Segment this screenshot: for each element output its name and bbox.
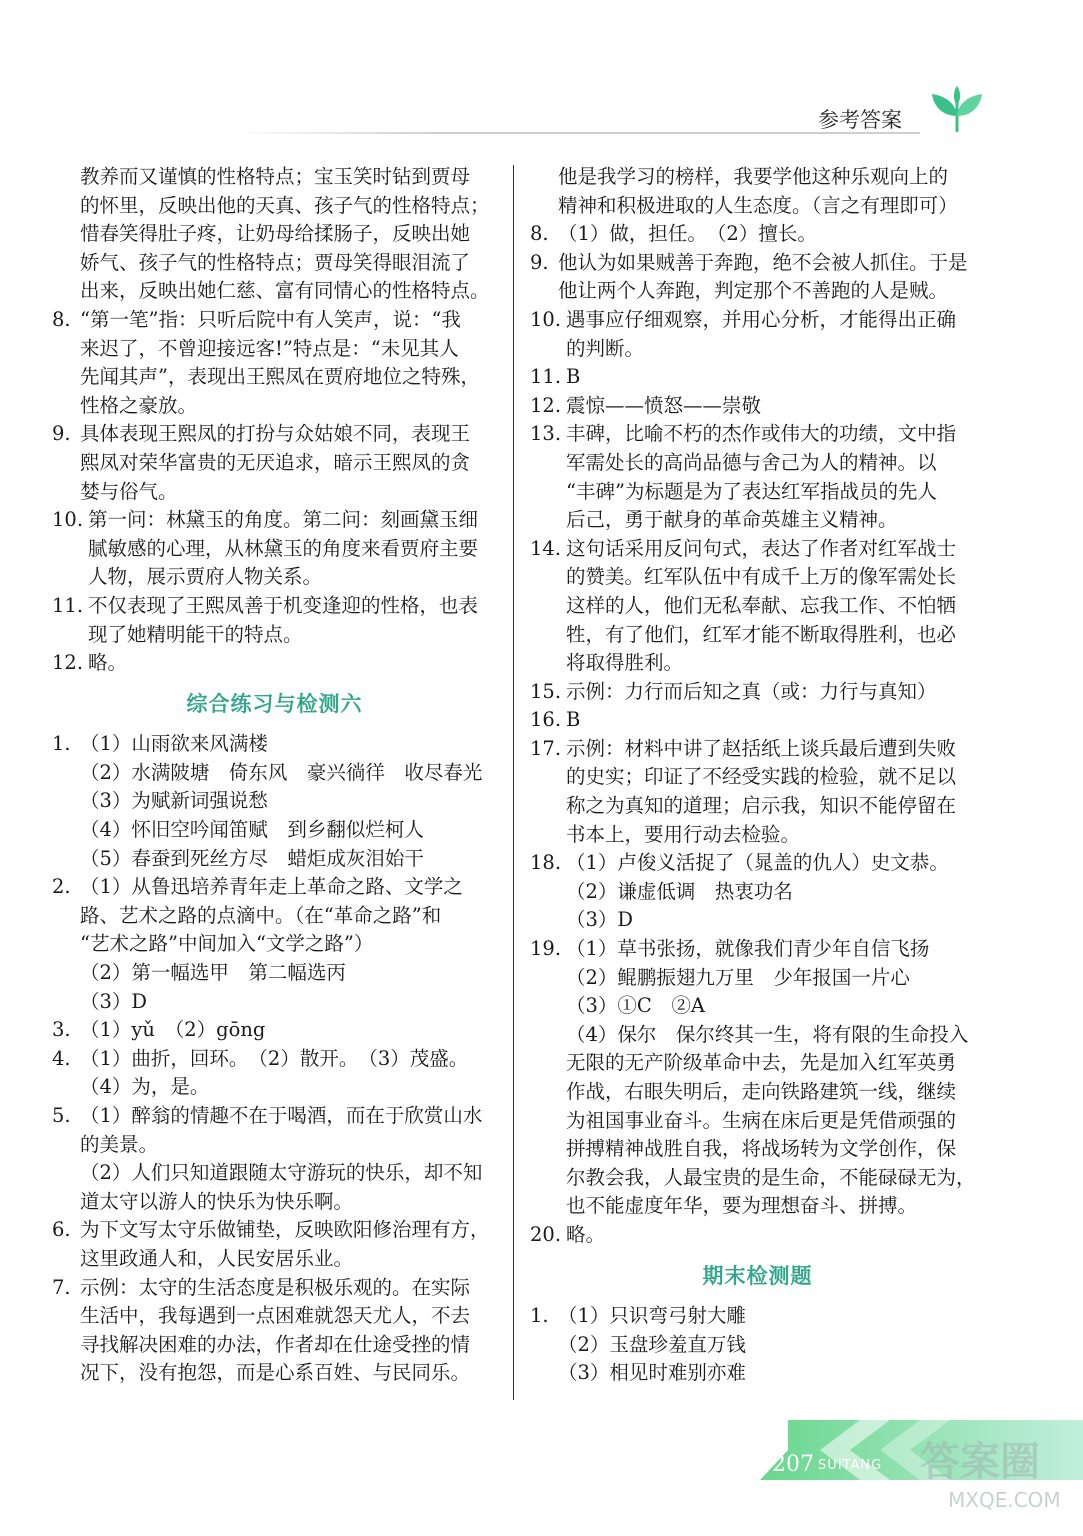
answer-number: 11. [530, 365, 562, 389]
answer-number: 4. [52, 1046, 71, 1070]
right-column [530, 163, 985, 1388]
text-line: （1）从鲁迅培养青年走上革命之路、文学之 [80, 875, 463, 899]
text-line: 先闻其声”，表现出王熙凤在贾府地位之特殊， [80, 365, 480, 389]
text-line: （4）为，是。 [80, 1075, 210, 1099]
answer-final-1 [530, 1302, 985, 1388]
answer-number: 1. [530, 1304, 549, 1328]
text-line: （3）①C ②A [566, 994, 705, 1018]
answer-number: 13. [530, 422, 562, 446]
page-header [0, 96, 1083, 146]
answer-20-right [530, 1221, 985, 1250]
answer-number: 8. [52, 307, 71, 331]
text-line: 来迟了，不曾迎接远客!”特点是：“未见其人 [80, 336, 459, 360]
text-line: （1）yǔ （2）gōng [80, 1018, 266, 1042]
text-line: 具体表现王熙凤的打扮与众姑娘不同，表现王 [80, 422, 471, 446]
text-line: （2）玉盘珍羞直万钱 [558, 1332, 746, 1356]
text-line: 性格之豪放。 [80, 393, 198, 417]
text-line: （5）春蚕到死丝方尽 蜡炬成灰泪始干 [80, 846, 424, 870]
answer-9 [52, 420, 497, 506]
text-line: 尔教会我，人最宝贵的是生命，不能碌碌无为， [566, 1165, 976, 1189]
answer-17-right [530, 735, 985, 849]
answer-19-right [530, 935, 985, 1221]
answer-12-right [530, 392, 985, 421]
answer-s5 [52, 1102, 497, 1216]
text-line: 震惊——愤怒——崇敬 [566, 393, 762, 417]
text-line: （4）怀旧空吟闻笛赋 到乡翻似烂柯人 [80, 818, 424, 842]
answer-number: 9. [52, 422, 71, 446]
text-line: （1）卢俊义活捉了（晁盖的仇人）史文恭。 [566, 851, 949, 875]
text-line: 寻找解决困难的办法，作者却在仕途受挫的情 [80, 1332, 471, 1356]
text-line: 况下，没有抱怨，而是心系百姓、与民同乐。 [80, 1361, 471, 1385]
answer-number: 9. [530, 250, 549, 274]
text-line: （3）D [80, 989, 148, 1013]
text-line: （2）第一幅选甲 第二幅选丙 [80, 961, 346, 985]
text-line: 第一问：林黛玉的角度。第二问：刻画黛玉细 [88, 508, 479, 532]
text-line: 牲，有了他们，红军才能不断取得胜利，也必 [566, 622, 957, 646]
text-line: 示例：力行而后知之真（或：力行与真知） [566, 679, 937, 703]
text-line: 为祖国事业奋斗。生病在床后更是凭借顽强的 [566, 1108, 957, 1132]
text-line: 这句话采用反问句式，表达了作者对红军战士 [566, 536, 957, 560]
text-line: 为下文写太守乐做铺垫，反映欧阳修治理有方， [80, 1218, 490, 1242]
text-line: 无限的无产阶级革命中去，先是加入红军英勇 [566, 1051, 957, 1075]
answer-s7 [52, 1274, 497, 1388]
text-line: （4）保尔 保尔终其一生，将有限的生命投入 [566, 1022, 969, 1046]
text-line: （3）为赋新词强说愁 [80, 789, 268, 813]
column-divider [513, 165, 514, 1400]
answer-number: 19. [530, 937, 562, 961]
text-line: （3）相见时难别亦难 [558, 1361, 746, 1385]
section-title-final-exam: 期末检测题 [702, 1263, 813, 1288]
text-line: 现了她精明能干的特点。 [88, 622, 303, 646]
answer-number: 1. [52, 732, 71, 756]
text-line: 生活中，我每遇到一点困难就怨天尤人，不去 [80, 1304, 471, 1328]
answer-10 [52, 506, 497, 592]
answer-number: 18. [530, 851, 562, 875]
text-line: 作战，右眼失明后，走向铁路建筑一线，继续 [566, 1080, 957, 1103]
left-column [52, 163, 497, 1388]
answer-number: 3. [52, 1018, 71, 1042]
text-line: 示例：太守的生活态度是积极乐观的。在实际 [80, 1275, 471, 1299]
answer-number: 16. [530, 708, 562, 732]
text-line: 军需处长的高尚品德与舍己为人的精神。以 [566, 450, 937, 474]
text-line: 出来，反映出她仁慈、富有同情心的性格特点。 [80, 279, 490, 303]
text-line: 书本上，要用行动去检验。 [566, 822, 801, 846]
answer-number: 2. [52, 875, 71, 899]
text-line: 道太守以游人的快乐为快乐啊。 [80, 1189, 354, 1213]
answer-9-right [530, 249, 985, 306]
answer-16-right [530, 706, 985, 735]
answer-number: 10. [52, 508, 84, 532]
text-line: 丰碑，比喻不朽的杰作或伟大的功绩，文中指 [566, 422, 957, 446]
text-line: 惜春笑得肚子疼，让奶母给揉肠子，反映出她 [80, 222, 471, 246]
text-line: 的赞美。红军队伍中有成千上万的像军需处长 [566, 565, 957, 589]
answer-s3 [52, 1016, 497, 1045]
text-line: （2）谦虚低调 热衷功名 [566, 879, 793, 903]
answer-s6 [52, 1216, 497, 1273]
text-line: 的判断。 [566, 336, 645, 360]
answer-number: 14. [530, 536, 562, 560]
text-line: 路、艺术之路的点滴中。（在“革命之路”和 [80, 903, 442, 927]
text-line: （2）鲲鹏振翅九万里 少年报国一片心 [566, 965, 910, 989]
answer-14-right [530, 535, 985, 678]
text-line: 熙凤对荣华富贵的无厌追求，暗示王熙凤的贪 [80, 450, 471, 474]
watermark-url: MXQE.COM [948, 1488, 1061, 1512]
text-line: 婪与俗气。 [80, 479, 178, 503]
answer-number: 12. [52, 651, 84, 675]
text-line: “第一笔”指：只听后院中有人笑声，说：“我 [80, 307, 461, 331]
text-line: 的美景。 [80, 1132, 159, 1156]
text-line: （3）D [566, 908, 634, 932]
text-line: （1）曲折，回环。 （2）散开。 （3）茂盛。 [80, 1046, 469, 1070]
text-line: 也不能虚度年华，要为理想奋斗、拼搏。 [566, 1194, 918, 1218]
answer-number: 6. [52, 1218, 71, 1242]
answer-8 [52, 306, 497, 420]
text-line: （1）草书张扬，就像我们青少年自信飞扬 [566, 937, 930, 961]
text-line: 腻敏感的心理，从林黛玉的角度来看贾府主要 [88, 536, 479, 560]
answer-12 [52, 649, 497, 678]
answer-s1 [52, 730, 497, 873]
page-number: 207 [772, 1452, 814, 1477]
text-line: 精神和积极进取的人生态度。（言之有理即可） [558, 193, 958, 217]
watermark-logo: 答案圈 [920, 1439, 1040, 1485]
answer-7-continued-right [530, 163, 985, 220]
answer-11-right [530, 363, 985, 392]
answer-15-right [530, 678, 985, 707]
answer-number: 15. [530, 679, 562, 703]
answer-number: 7. [52, 1275, 71, 1299]
text-line: 人物，展示贾府人物关系。 [88, 565, 323, 589]
text-line: “丰碑”为标题是为了表达红军指战员的先人 [566, 479, 937, 503]
answer-s4 [52, 1045, 497, 1102]
text-line: 略。 [566, 1222, 606, 1246]
answer-8-right [530, 220, 985, 249]
header-rule [230, 132, 920, 134]
text-line: “艺术之路”中间加入“文学之路”） [80, 932, 374, 956]
answer-13-right [530, 420, 985, 534]
text-line: 他是我学习的榜样，我要学他这种乐观向上的 [558, 165, 949, 188]
header-title: 参考答案 [818, 108, 902, 132]
answer-number: 17. [530, 736, 562, 760]
text-line: 这样的人，他们无私奉献、忘我工作、不怕牺 [566, 593, 957, 617]
text-line: （2）人们只知道跟随太守游玩的快乐，却不知 [80, 1161, 483, 1185]
text-line: 拼搏精神战胜自我，将战场转为文学创作，保 [566, 1137, 957, 1161]
answer-11 [52, 592, 497, 649]
text-line: （1）做，担任。 （2）擅长。 [558, 222, 817, 246]
text-line: 教养而又谨慎的性格特点；宝玉笑时钻到贾母 [80, 165, 471, 188]
text-line: 称之为真知的道理；启示我，知识不能停留在 [566, 794, 957, 818]
text-line: （1）只识弯弓射大雕 [558, 1304, 746, 1328]
section-title-practice-6: 综合练习与检测六 [186, 691, 363, 716]
text-line: 的史实；印证了不经受实践的检验，就不足以 [566, 765, 957, 789]
text-line: 示例：材料中讲了赵括纸上谈兵最后遭到失败 [566, 736, 957, 760]
text-line: 后己，勇于献身的革命英雄主义精神。 [566, 508, 898, 532]
answer-s2 [52, 873, 497, 1016]
answer-10-right [530, 306, 985, 363]
leaf-icon [930, 86, 984, 134]
answer-number: 8. [530, 222, 549, 246]
answer-number: 20. [530, 1222, 562, 1246]
answer-number: 10. [530, 307, 562, 331]
answer-number: 11. [52, 593, 84, 617]
text-line: 将取得胜利。 [566, 651, 684, 675]
text-line: （1）醉翁的情趣不在于喝酒，而在于欣赏山水 [80, 1104, 483, 1127]
text-line: 他让两个人奔跑，判定那个不善跑的人是贼。 [558, 279, 949, 303]
text-line: 娇气、孩子气的性格特点；贾母笑得眼泪流了 [80, 250, 471, 274]
text-line: 略。 [88, 651, 128, 675]
text-line: 不仅表现了王熙凤善于机变逢迎的性格，也表 [88, 593, 479, 617]
text-line: （1）山雨欲来风满楼 [80, 732, 268, 756]
text-line: B [566, 365, 581, 389]
text-line: 他认为如果贼善于奔跑，绝不会被人抓住。于是 [558, 250, 968, 274]
answer-7-continued [52, 163, 497, 306]
answer-number: 12. [530, 393, 562, 417]
text-line: （2）水满陂塘 倚东风 豪兴徜徉 收尽春光 [80, 760, 483, 784]
brand-label: SUITANG [818, 1458, 883, 1473]
text-line: 的怀里，反映出他的天真、孩子气的性格特点； [80, 193, 490, 217]
answer-18-right [530, 849, 985, 935]
answer-number: 5. [52, 1104, 71, 1127]
text-line: B [566, 708, 581, 732]
text-line: 遇事应仔细观察，并用心分析，才能得出正确 [566, 307, 957, 331]
text-line: 这里政通人和，人民安居乐业。 [80, 1246, 354, 1270]
